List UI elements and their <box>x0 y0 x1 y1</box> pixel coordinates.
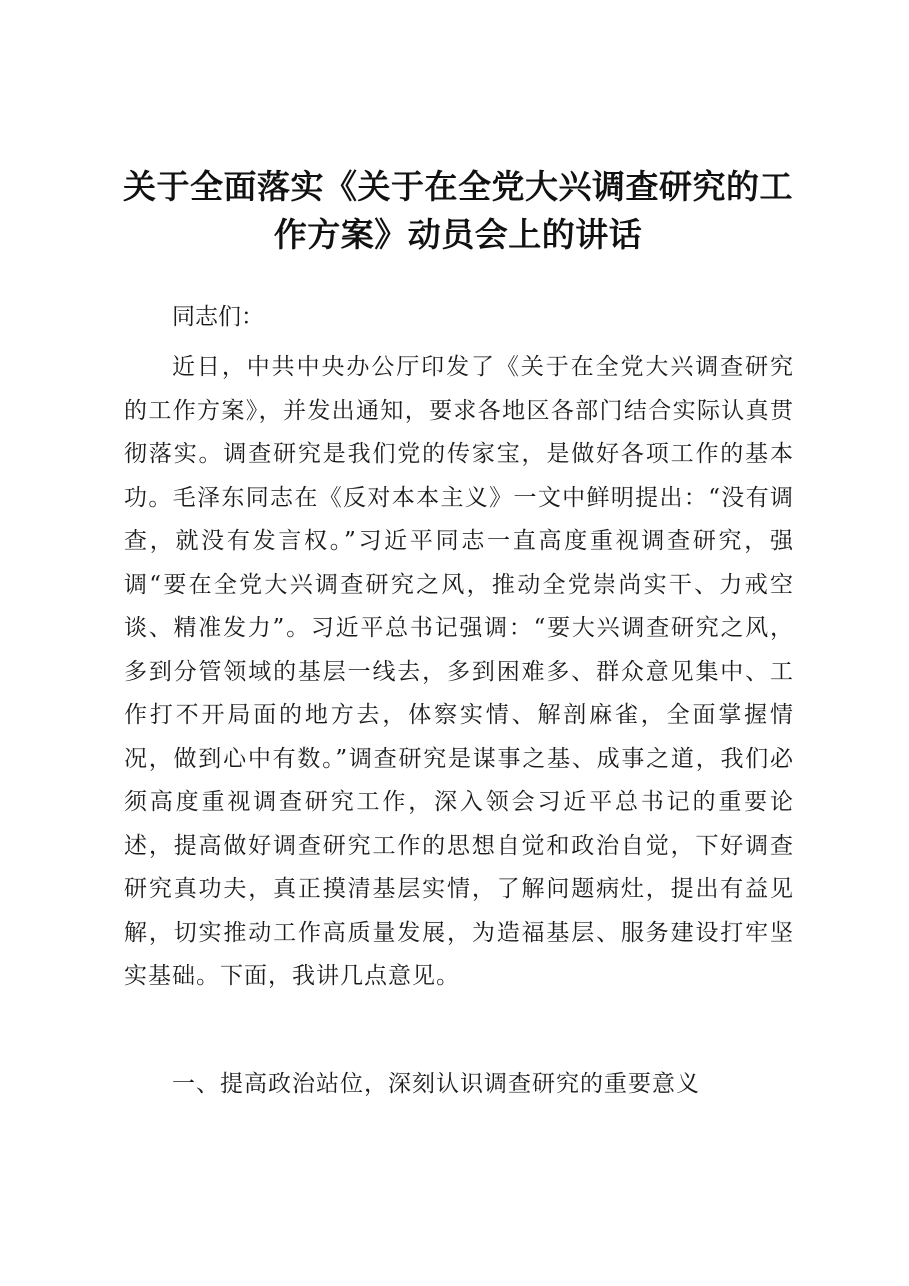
section-heading: 一、提高政治站位，深刻认识调查研究的重要意义 <box>172 1071 700 1097</box>
body-paragraph: 近日，中共中央办公厅印发了《关于在全党大兴调查研究的工作方案》，并发出通知，要求各地区各部门结合实际认真贯彻落实。调查研究是我们党的传家宝，是做好各项工作的基本功。毛泽东同志在《反对本本主义》一文中鲜明提出：“没有调查，就没有发言权。”习近平同志一直高度重视调查研究，强调“要在全党大兴调查研究之风，推动全党崇尚实干、力戒空谈、精准发力”。习近平总书记强调：“要大兴调查研究之风，多到分管领域的基层一线去，多到困难多、群众意见集中、工作打不开局面的地方去，体察实情、解剖麻雀，全面掌握情况，做到心中有数。”调查研究是谋事之基、成事之道，我们必须高度重视调查研究工作，深入领会习近平总书记的重要论述，提高做好调查研究工作的思想自觉和政治自觉，下好调查研究真功夫，真正摸清基层实情，了解问题病灶，提出有益见解，切实推动工作高质量发展，为造福基层、服务建设打牢坚实基础。下面，我讲几点意见。 <box>124 354 794 989</box>
document-title: 关于全面落实《关于在全党大兴调查研究的工作方案》动员会上的讲话 <box>123 167 793 254</box>
salutation: 同志们： <box>172 304 264 330</box>
